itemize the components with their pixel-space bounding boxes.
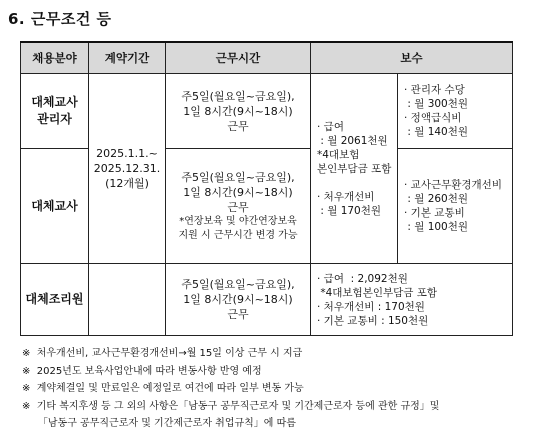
- contract-period-cook: [89, 264, 166, 336]
- header-field: 채용분야: [21, 42, 89, 74]
- note-item: ※ 처우개선비, 교사근무환경개선비→월 15일 이상 근무 시 지급: [22, 348, 303, 359]
- note-item: ※ 2025년도 보육사업안내에 따라 변동사항 반영 예정: [22, 365, 262, 377]
- pay-cook: · 급여 : 2,092천원 *4대보험본인부담금 포함 · 처우개선비 : 170천원 · 기본 교통비 : 150천원: [311, 264, 513, 336]
- pay-teacher: · 교사근무환경개선비 : 월 260천원 · 기본 교통비 : 월 100천원: [398, 149, 513, 264]
- work-conditions-table: [20, 41, 513, 336]
- note-item: ※ 계약체결일 및 만료일은 예정일로 여건에 따라 일부 변동 가능: [22, 383, 304, 394]
- section-title: 6. 근무조건 등: [8, 10, 112, 28]
- field-teacher: 대체교사: [21, 149, 89, 264]
- hours-manager: 주5일(월요일~금요일), 1일 8시간(9시~18시) 근무: [166, 74, 311, 149]
- notes: [22, 345, 439, 433]
- field-manager: 대체교사 관리자: [21, 74, 89, 149]
- header-pay: 보수: [311, 42, 513, 74]
- hours-cook: 주5일(월요일~금요일), 1일 8시간(9시~18시) 근무: [166, 264, 311, 336]
- pay-shared: · 급여 : 월 2061천원 *4대보험 본인부담금 포함 · 처우개선비 : 월 170천원: [311, 74, 398, 264]
- header-hours: 근무시간: [166, 42, 311, 74]
- contract-period: 2025.1.1.~ 2025.12.31. (12개월): [89, 74, 166, 264]
- pay-manager: · 관리자 수당 : 월 300천원 · 정액급식비 : 월 140천원: [398, 74, 513, 149]
- field-cook: 대체조리원: [21, 264, 89, 336]
- hours-teacher: 주5일(월요일~금요일), 1일 8시간(9시~18시) 근무 *연장보육 및 야간연장보육 지원 시 근무시간 변경 가능: [166, 149, 311, 264]
- header-period: 계약기간: [89, 42, 166, 74]
- note-item: ※ 기타 복지후생 등 그 외의 사항은「남동구 공무직근로자 및 기간제근로자 등에 관한 규정」및: [22, 400, 440, 412]
- note-item: 「남동구 공무직근로자 및 기간제근로자 취업규칙」에 따름: [22, 418, 296, 429]
